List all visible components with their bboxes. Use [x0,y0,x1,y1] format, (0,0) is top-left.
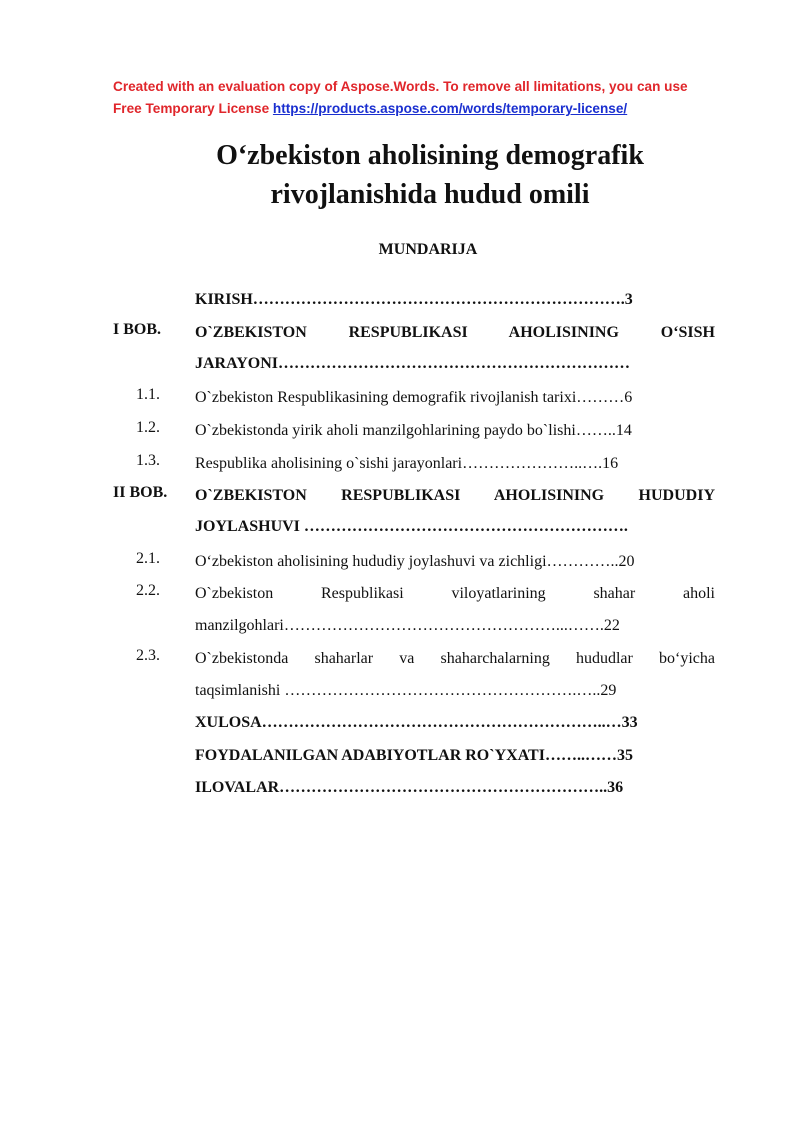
toc-entry-text: KIRISH…………………………………………………………….3 [195,291,633,308]
toc-entry-2-2 [0,578,800,610]
toc-entry-text: O`zbekiston Respublikasi viloyatlarining shahar aholi [195,585,715,602]
toc-entry-text: O`zbekistonda shaharlar va shaharchalarning hududlar bo‘yicha [195,650,715,667]
toc-entry-kirish [0,284,800,316]
banner-license-text: Free Temporary License [113,101,273,116]
chapter-number: I BOB. [113,321,162,338]
toc-entry-foydalanilgan [0,740,800,772]
toc-entry-text: O`ZBEKISTON RESPUBLIKASI AHOLISINING O‘SISH [195,324,715,341]
section-number: 1.1. [136,386,160,403]
chapter-number: II BOB. [113,484,168,501]
toc-entry-1-1 [0,382,800,414]
toc-entry-text: manzilgohlari……………………………………………...…….22 [195,617,620,634]
toc-entry-2-3-cont [0,675,800,707]
toc-entry-1-3 [0,448,800,480]
toc-entry-2-2-cont [0,610,800,642]
license-link[interactable]: https://products.aspose.com/words/temporary-license/ [272,101,628,116]
toc-entry-1-2 [0,415,800,447]
toc-heading: MUNDARIJA [378,241,478,258]
toc-entry-xulosa [0,707,800,739]
document-title [0,136,800,214]
toc-entry-chapter-2 [0,480,800,512]
toc-entry-text: O`zbekiston Respublikasining demografik rivojlanish tarixi………6 [195,389,633,406]
toc-entry-chapter-1 [0,317,800,349]
toc-entry-2-3 [0,643,800,675]
section-number: 2.2. [136,582,160,599]
toc-entry-text: ILOVALAR……………………………………………………..36 [195,779,624,796]
section-number: 1.2. [136,419,160,436]
section-number: 2.1. [136,550,160,567]
toc-entry-text: O‘zbekiston aholisining hududiy joylashuvi va zichligi…………..20 [195,553,635,570]
toc-entry-text: taqsimlanishi ……………………………………………….…..29 [195,682,617,699]
toc-entry-text: JARAYONI………………………………………………………… [195,355,630,372]
toc-entry-text: XULOSA………………………………………………………..…33 [195,714,638,731]
toc-entry-2-1 [0,546,800,578]
title-line-1: O‘zbekiston aholisining demografik [216,140,644,171]
toc-entry-text: JOYLASHUVI ……………………………………………………. [195,518,628,535]
toc-entry-chapter-1-cont [0,348,800,380]
toc-entry-ilovalar [0,772,800,804]
toc-entry-chapter-2-cont [0,511,800,543]
toc-entry-text: O`zbekistonda yirik aholi manzilgohlarining paydo bo`lishi……..14 [195,422,632,439]
toc-entry-text: Respublika aholisining o`sishi jarayonlari…………………..….16 [195,455,619,472]
banner-line-2 [113,98,733,120]
section-number: 2.3. [136,647,160,664]
toc-entry-text: O`ZBEKISTON RESPUBLIKASI AHOLISINING HUDUDIY [195,487,715,504]
title-line-2: rivojlanishida hudud omili [270,179,590,210]
section-number: 1.3. [136,452,160,469]
toc-entry-text: FOYDALANILGAN ADABIYOTLAR RO`YXATI……..……35 [195,747,633,764]
banner-line-1: Created with an evaluation copy of Aspose.Words. To remove all limitations, you can use [113,79,688,94]
evaluation-banner [113,76,733,120]
